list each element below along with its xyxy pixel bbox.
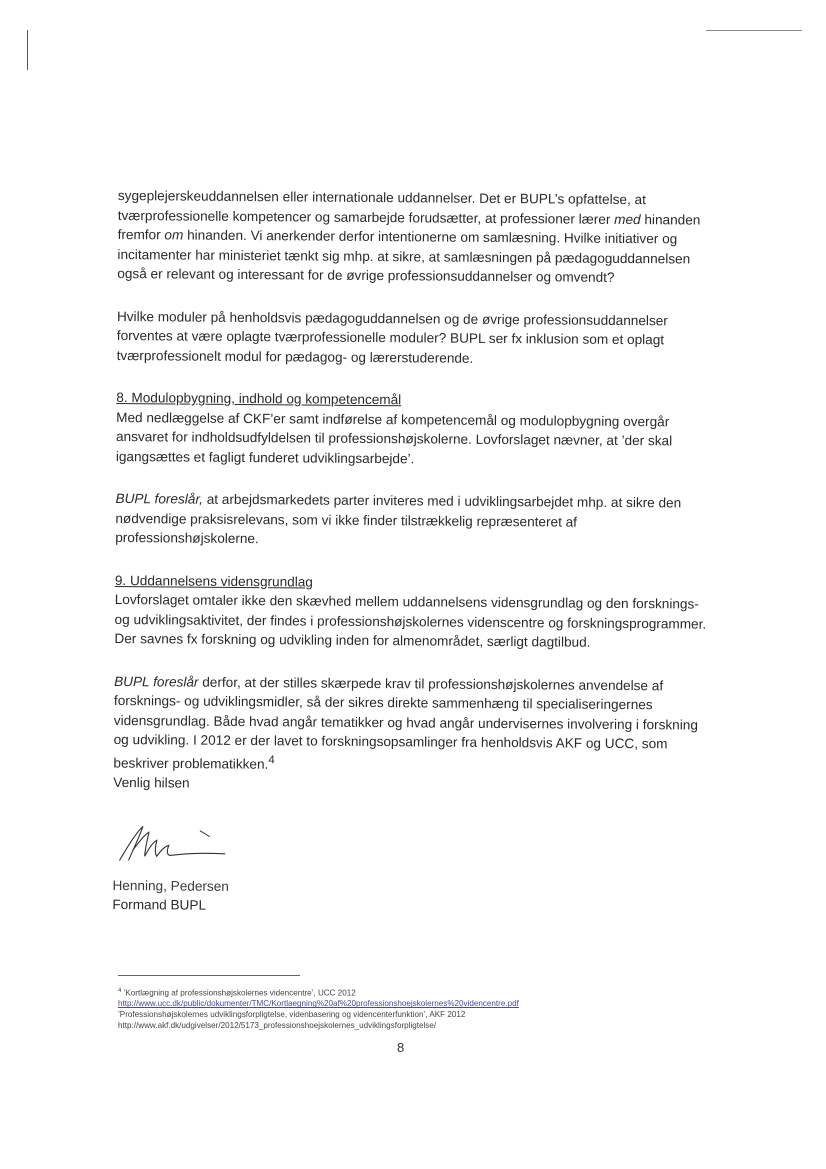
footnotes	[118, 975, 718, 1032]
section-8-body: Med nedlæggelse af CKF’er samt indførelse af kompetencemål og modulopbygning overgår ansvaret for indholdsudfyldelsen til professionshøjskolerne. Lovforslaget nævner, at ’der skal igangsættes et fagligt funderet udviklingsarbejde’.	[115, 409, 673, 466]
footnote-link-ucc[interactable]: http://www.ucc.dk/public/dokumenter/TMC/Kortlaegning%20af%20professionshoejskolernes%20videncentre.pdf	[118, 999, 519, 1009]
footnote-text-akf: ’Professionshøjskolernes udviklingsforpligtelse, videnbasering og videncenterfunktion’, AKF 2012	[118, 1010, 466, 1020]
proposal-text: derfor, at der stilles skærpede krav til professionshøjskolernes anvendelse af forsknings- og udviklingsmidler, så der sikres direkte sammenhæng til specialiseringernes vidensgrundlag. Både hvad angår tematikker og hvad angår undervisernes involvering i forskning og udvikling. I 2012 er der lavet to forskningsopsamlinger fra henholdsvis AKF og UCC, som beskriver problematikken.	[113, 674, 698, 772]
paragraph-text: hinanden fremfor	[117, 211, 701, 243]
page-number: 8	[397, 1040, 405, 1055]
signer-name: Henning, Pedersen	[112, 877, 229, 894]
proposal-lead: BUPL foreslår	[114, 673, 199, 690]
section-8-proposal	[115, 489, 713, 552]
footnote-marker: 4	[118, 988, 122, 994]
footnote-text: ’Kortlægning af professionshøjskolernes videncentre’, UCC 2012	[121, 988, 356, 998]
section-8-heading: 8. Modulopbygning, indhold og kompetencemål	[116, 389, 402, 408]
section-9-proposal	[113, 671, 712, 777]
footnote-link-akf[interactable]: http://www.akf.dk/udgivelser/2012/5173_professionshoejskolernes_udviklingsforpligtelse/	[118, 1021, 437, 1031]
footnote-divider	[118, 975, 300, 976]
scan-edge-mark	[706, 30, 802, 31]
handwritten-signature	[115, 820, 235, 871]
signer-title: Formand BUPL	[112, 897, 207, 913]
closing-salutation: Venlig hilsen	[113, 774, 190, 791]
paragraph-text: sygeplejerskeuddannelsen eller internationale uddannelser. Det er BUPL’s opfattelse, at tværprofessionelle kompetencer og samarbejde forudsætter, at professioner lærer	[117, 187, 646, 227]
letter-body	[112, 186, 716, 919]
footnote-reference: 4	[268, 753, 275, 766]
footnote-4-title	[118, 986, 718, 999]
emphasis-om: om	[164, 227, 184, 243]
proposal-text: at arbejdsmarkedets parter inviteres med i udviklingsarbejdet mhp. at sikre den nødvendige praksisrelevans, som vi ikke finder tilstrækkelig repræsenteret af professionshøjskolerne.	[115, 491, 682, 547]
scan-edge-mark	[27, 30, 28, 70]
emphasis-med: med	[614, 211, 641, 227]
section-9-heading: 9. Uddannelsens vidensgrundlag	[114, 572, 313, 590]
proposal-lead: BUPL foreslår,	[115, 490, 204, 507]
paragraph-samlaesning	[117, 186, 716, 288]
section-9-body: Lovforslaget omtaler ikke den skævhed mellem uddannelsens vidensgrundlag og den forsknings- og udviklingsaktivitet, der findes i professionshøjskolernes videnscentre og forskningsprogrammer. Der savnes fx forskning og udvikling inden for almenområdet, særligt dagtilbud.	[114, 591, 707, 650]
paragraph-text: hinanden. Vi anerkender derfor intentionerne om samlæsning. Hvilke initiativer og incitamenter har ministeriet tænkt sig mhp. at sikre, at samlæsningen på pædagoguddannelsen også er relevant og interessant for de øvrige professionsuddannelser og omvendt?	[117, 227, 691, 285]
paragraph-moduler: Hvilke moduler på henholdsvis pædagoguddannelsen og de øvrige professionsuddannelser forventes at være oplagte tværprofessionelle moduler? BUPL ser fx inklusion som et oplagt tværprofessionelt modul for pædagog- og lærerstuderende.	[116, 308, 668, 366]
